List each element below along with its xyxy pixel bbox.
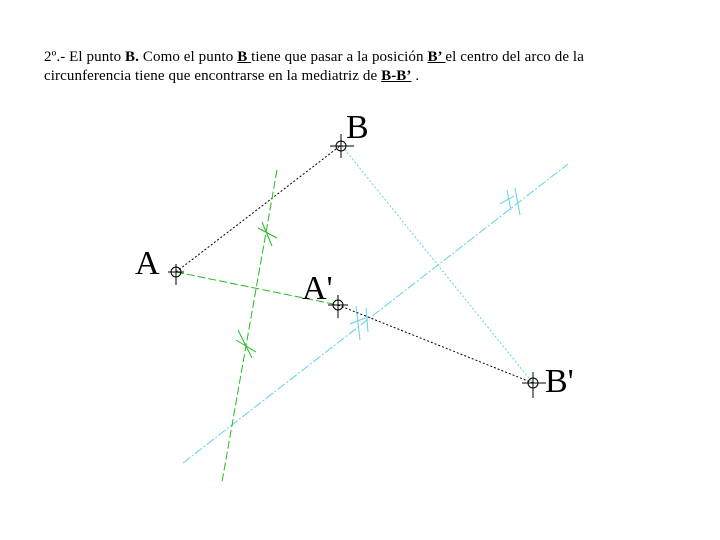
caption-part-4: el centro del arco de la [445,49,584,65]
caption-segment-bb-prime: B-B’ [381,68,412,84]
label-a-prime: A' [302,270,333,307]
caption-part-5: circunferencia tiene que encontrarse en la mediatriz de [44,68,382,84]
line-b-to-b-prime [342,146,532,382]
arc-mark-bisector-upper [500,188,520,215]
label-b-prime: B' [545,363,574,400]
arc-mark-bisector-lower [350,306,368,340]
line-a-to-b [176,146,340,272]
caption-point-b: B. [125,49,140,65]
caption-point-b-underlined: B [237,49,252,65]
point-marker-a [168,264,184,285]
caption-part-6: . [411,68,420,84]
caption-part-3: tiene que pasar a la posición [251,49,428,65]
label-a: A [135,245,160,282]
label-b: B [346,109,369,146]
caption-point-b-prime-underlined: B’ [427,49,446,65]
line-a-prime-to-b-prime [338,305,533,383]
bisector-b-b-prime [183,164,568,463]
point-marker-b-prime [522,372,546,398]
bisector-a-a-prime [222,170,277,482]
caption-part-1: 2º.- El punto [44,49,126,65]
caption-part-2: Como el punto [139,49,238,65]
